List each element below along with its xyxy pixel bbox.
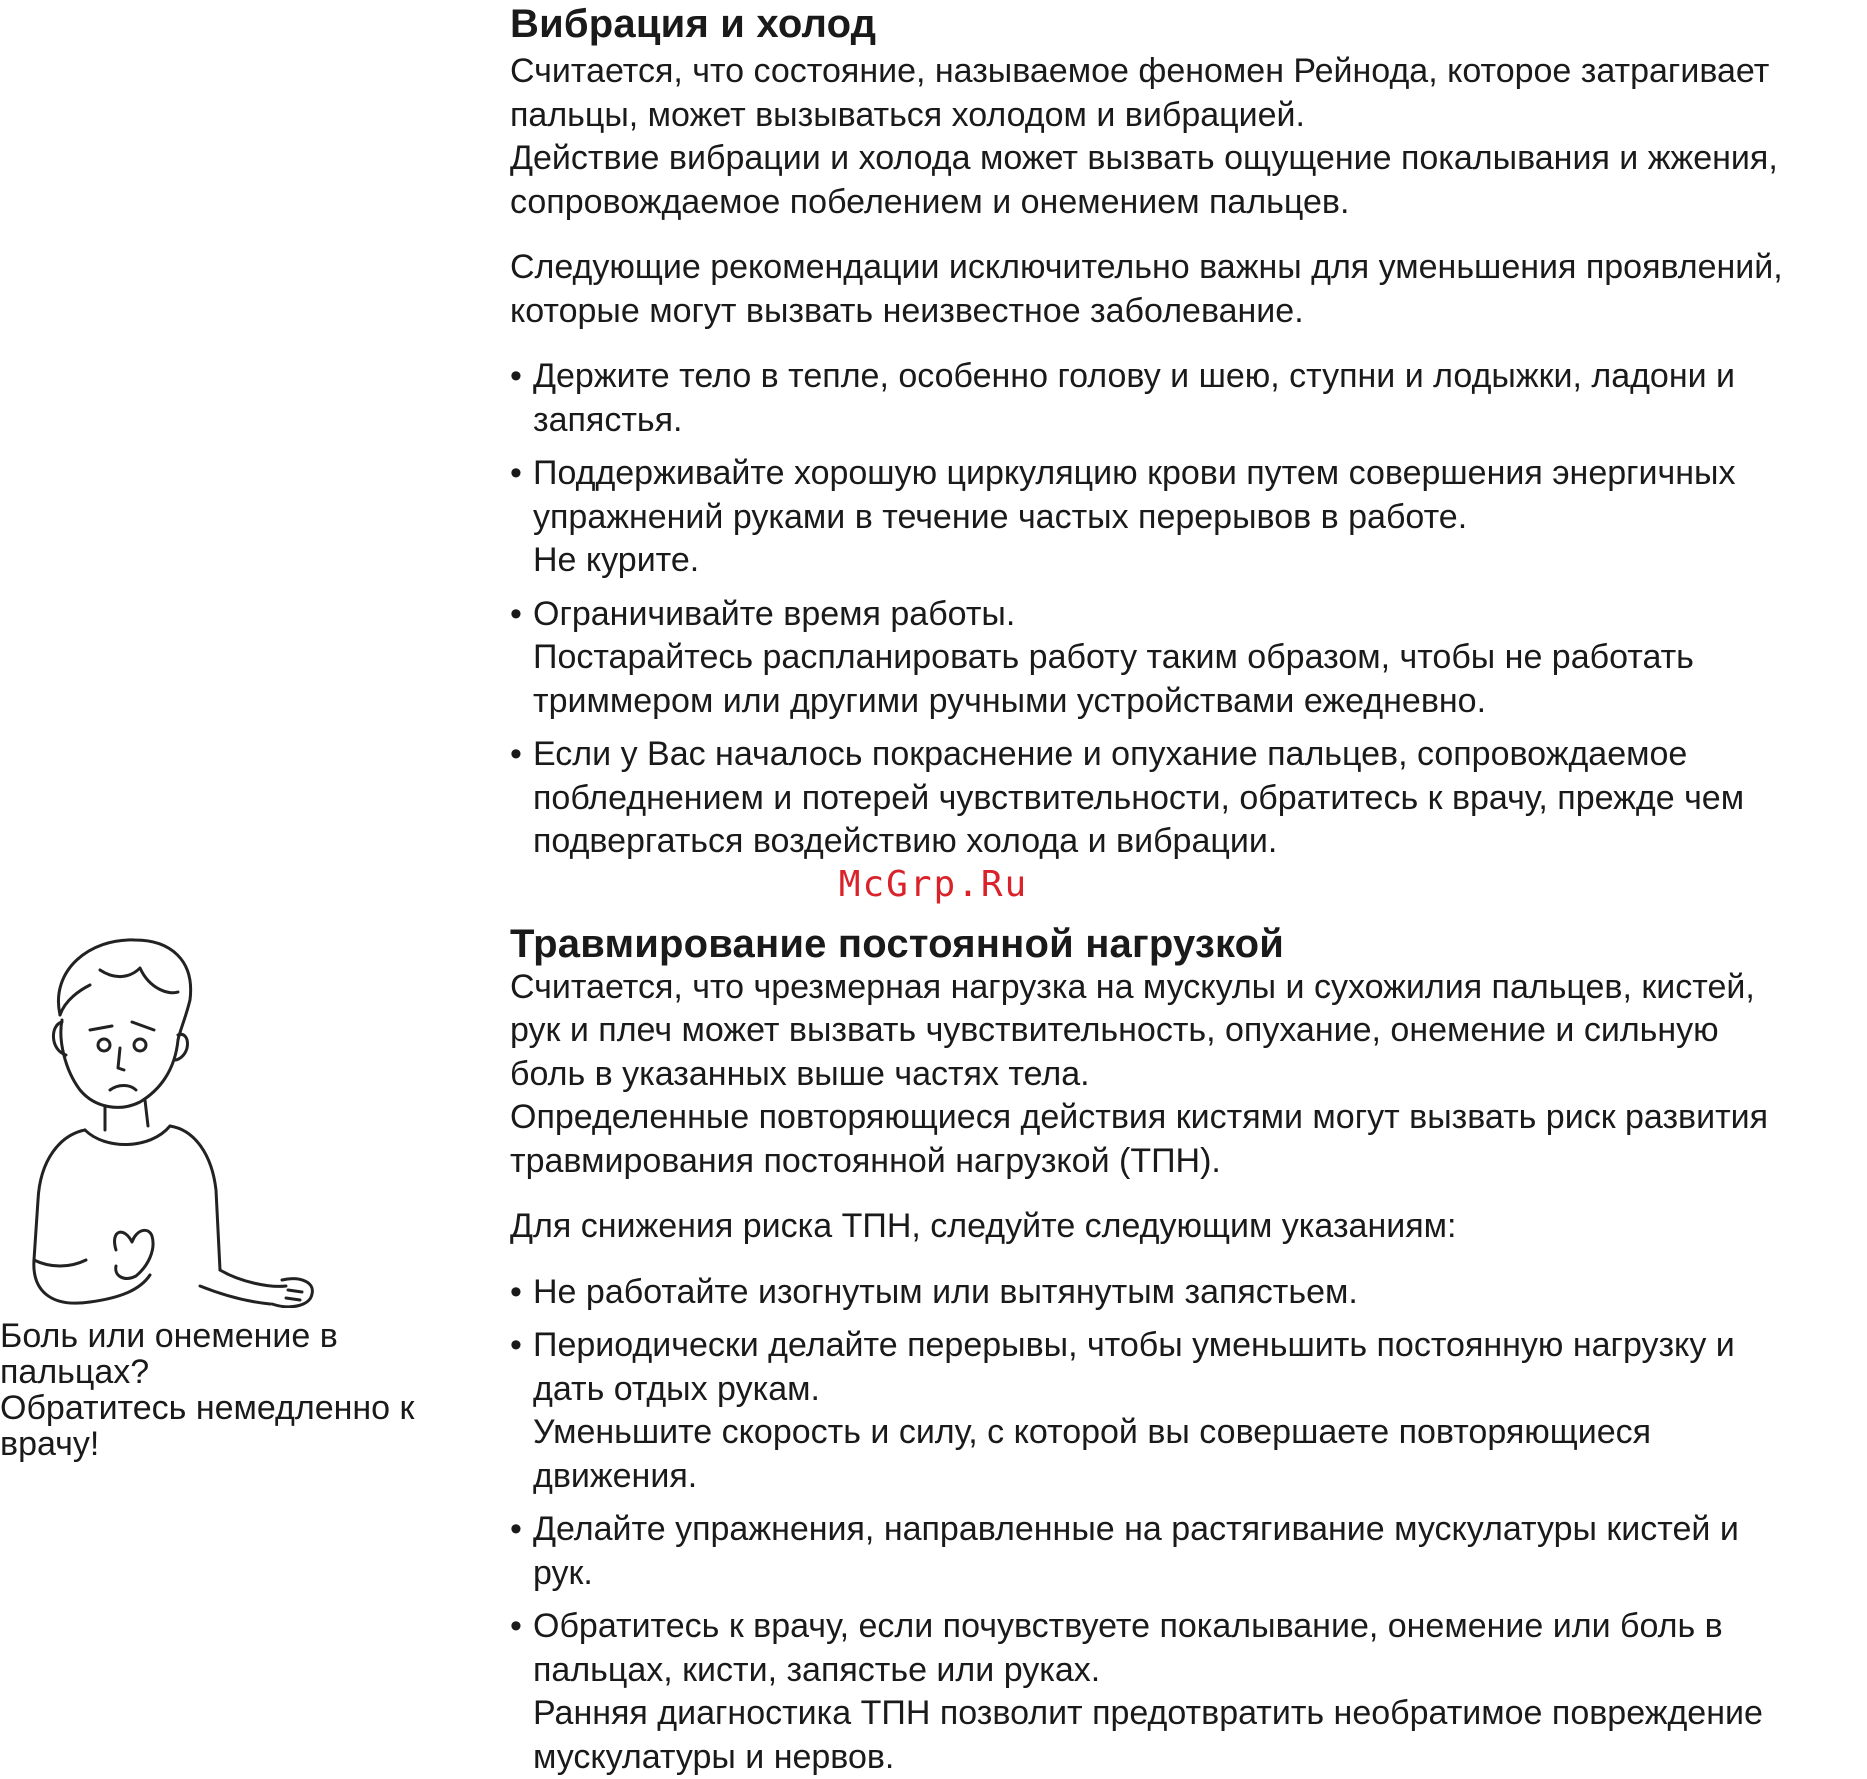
paragraph-line: Следующие рекомендации исключительно важны для уменьшения проявлений, (510, 246, 1860, 290)
list-item (510, 452, 1860, 583)
list-item (510, 1271, 1860, 1315)
list-item-line: Ограничивайте время работы. (533, 593, 1860, 637)
illustration-caption (0, 1318, 480, 1462)
section-title-strain: Травмирование постоянной нагрузкой (510, 922, 1860, 966)
list-item (510, 1508, 1860, 1595)
strain-lead: Для снижения риска ТПН, следуйте следующим указаниям: (510, 1205, 1860, 1249)
caption-line: врачу! (0, 1426, 480, 1462)
bullet-icon: • (510, 1271, 522, 1315)
bullet-icon: • (510, 1508, 522, 1552)
paragraph-line: пальцы, может вызываться холодом и вибрацией. (510, 94, 1860, 138)
list-item-line: Если у Вас началось покраснение и опухание пальцев, сопровождаемое (533, 733, 1860, 777)
watermark: McGrp.Ru (0, 863, 1867, 907)
list-item-line: подвергаться воздействию холода и вибрации. (533, 820, 1860, 864)
paragraph-line: Определенные повторяющиеся действия кистями могут вызвать риск развития (510, 1096, 1860, 1140)
list-item (510, 1324, 1860, 1498)
paragraph-line: боль в указанных выше частях тела. (510, 1053, 1860, 1097)
list-item (510, 593, 1860, 724)
list-item-line: Уменьшите скорость и силу, с которой вы совершаете повторяющиеся (533, 1411, 1860, 1455)
paragraph-line: рук и плеч может вызвать чувствительность, опухание, онемение и сильную (510, 1009, 1860, 1053)
vibration-recommendation (510, 246, 1860, 333)
vibration-bullet-list (510, 355, 1860, 864)
list-item-line: триммером или другими ручными устройствами ежедневно. (533, 680, 1860, 724)
list-item-line: Обратитесь к врачу, если почувствуете покалывание, онемение или боль в (533, 1605, 1860, 1649)
caption-line: пальцах? (0, 1354, 480, 1390)
caption-line: Обратитесь немедленно к (0, 1390, 480, 1426)
list-item-line: побледнением и потерей чувствительности, обратитесь к врачу, прежде чем (533, 777, 1860, 821)
section-title-vibration: Вибрация и холод (510, 2, 1860, 46)
list-item-line: Ранняя диагностика ТПН позволит предотвратить необратимое повреждение (533, 1692, 1860, 1736)
list-item-line: рук. (533, 1552, 1860, 1596)
list-item-line: Не курите. (533, 539, 1860, 583)
list-item-line: движения. (533, 1455, 1860, 1499)
list-item-line: упражнений руками в течение частых перерывов в работе. (533, 496, 1860, 540)
list-item-line: Не работайте изогнутым или вытянутым запястьем. (533, 1271, 1860, 1315)
paragraph-line: травмирования постоянной нагрузкой (ТПН). (510, 1140, 1860, 1184)
list-item-line: Делайте упражнения, направленные на растягивание мускулатуры кистей и (533, 1508, 1860, 1552)
list-item-line: запястья. (533, 399, 1860, 443)
bullet-icon: • (510, 1324, 522, 1368)
list-item (510, 733, 1860, 864)
bullet-icon: • (510, 733, 522, 777)
person-in-pain-illustration (20, 930, 320, 1308)
list-item (510, 1605, 1860, 1779)
list-item-line: пальцах, кисти, запястье или руках. (533, 1649, 1860, 1693)
list-item-line: Постарайтесь распланировать работу таким образом, чтобы не работать (533, 636, 1860, 680)
strain-bullet-list (510, 1271, 1860, 1779)
bullet-icon: • (510, 1605, 522, 1649)
bullet-icon: • (510, 593, 522, 637)
paragraph-line: которые могут вызвать неизвестное заболевание. (510, 290, 1860, 334)
paragraph-line: Действие вибрации и холода может вызвать ощущение покалывания и жжения, (510, 137, 1860, 181)
list-item-line: мускулатуры и нервов. (533, 1736, 1860, 1779)
vibration-intro (510, 50, 1860, 224)
bullet-icon: • (510, 355, 522, 399)
list-item-line: дать отдых рукам. (533, 1368, 1860, 1412)
bullet-icon: • (510, 452, 522, 496)
strain-intro (510, 966, 1860, 1184)
list-item (510, 355, 1860, 442)
paragraph-line: Считается, что чрезмерная нагрузка на мускулы и сухожилия пальцев, кистей, (510, 966, 1860, 1010)
list-item-line: Периодически делайте перерывы, чтобы уменьшить постоянную нагрузку и (533, 1324, 1860, 1368)
list-item-line: Поддерживайте хорошую циркуляцию крови путем совершения энергичных (533, 452, 1860, 496)
list-item-line: Держите тело в тепле, особенно голову и шею, ступни и лодыжки, ладони и (533, 355, 1860, 399)
paragraph-line: сопровождаемое побелением и онемением пальцев. (510, 181, 1860, 225)
paragraph-line: Считается, что состояние, называемое феномен Рейнода, которое затрагивает (510, 50, 1860, 94)
caption-line: Боль или онемение в (0, 1318, 480, 1354)
